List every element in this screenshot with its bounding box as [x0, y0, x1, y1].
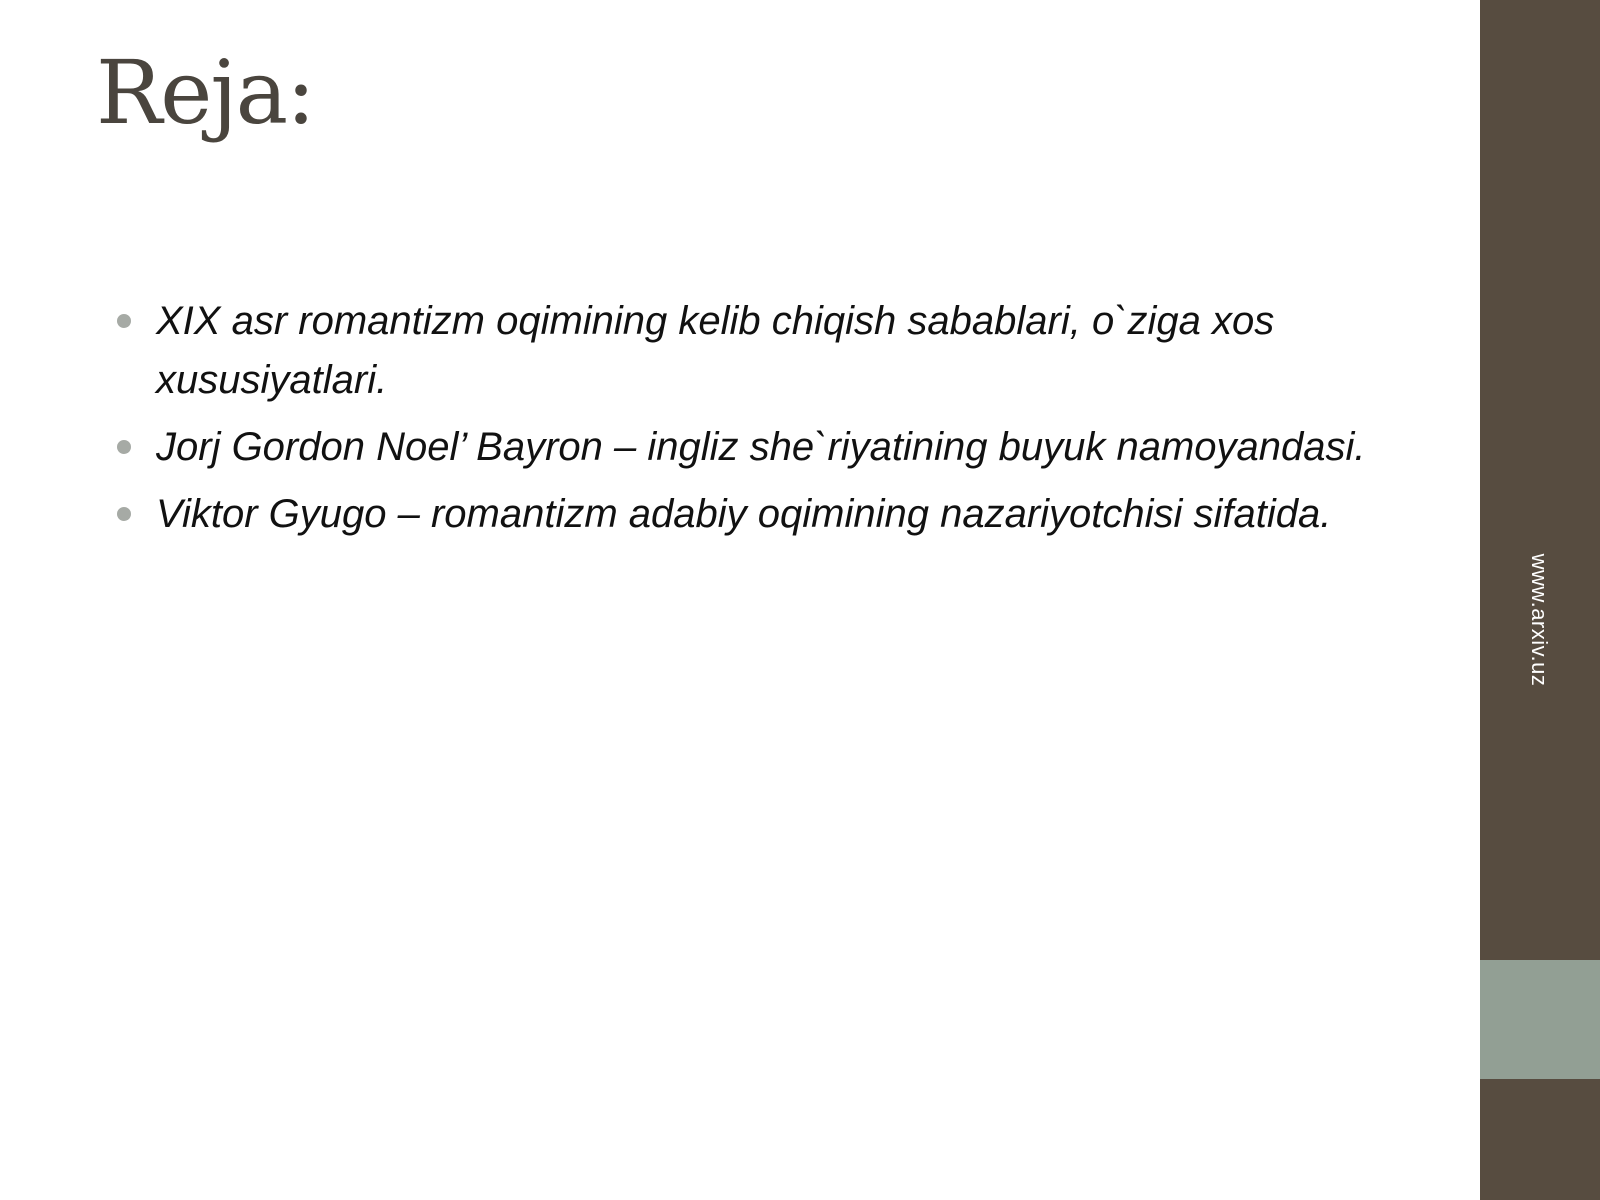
bullet-text: Jorj Gordon Noel’ Bayron – ingliz she`riyatining buyuk namoyandasi. — [156, 425, 1366, 469]
bullet-text: Viktor Gyugo – romantizm adabiy oqimining nazariyotchisi sifatida. — [156, 492, 1332, 536]
bullet-dot-icon — [117, 507, 131, 521]
bullet-dot-icon — [117, 440, 131, 454]
bullet-item — [110, 485, 1410, 544]
watermark-text: www.arxiv.uz — [1527, 553, 1552, 687]
side-bar-accent — [1480, 960, 1600, 1079]
bullet-text: XIX asr romantizm oqimining kelib chiqish sabablari, o`ziga xos xususiyatlari. — [156, 299, 1275, 402]
bullet-dot-icon — [117, 314, 131, 328]
bullet-item — [110, 292, 1410, 410]
bullet-item — [110, 418, 1410, 477]
bullet-list — [110, 292, 1410, 552]
slide-title: Reja: — [96, 41, 314, 144]
